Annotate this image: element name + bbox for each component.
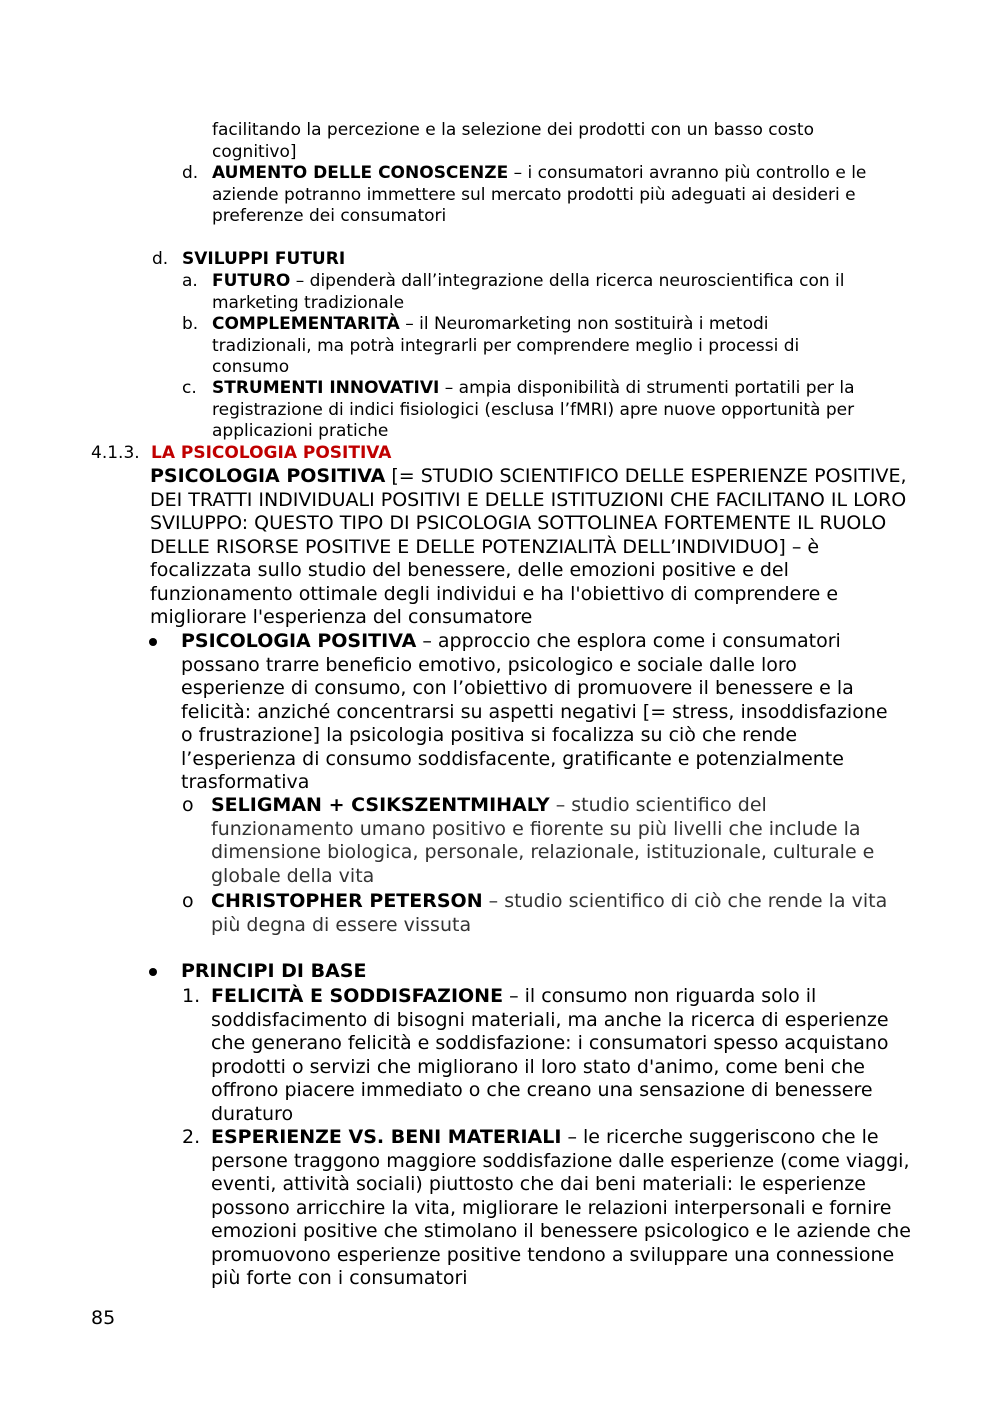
list-item-esperienze: ESPERIENZE VS. BENI MATERIALI – le ricerche suggeriscono che le persone traggono maggiore soddisfazione dalle esperienze (come viaggi, eventi, attività sociali) piuttosto che dai beni materiali: le esperienze possono arricchire la vita, migliorare le relazioni interpersonali e fornire emozioni positive che stimolano il benessere psicologico e le aziende che promuovono esperienze positive tendono a sviluppare una connessione più forte con i consumatori xyxy=(211,1126,911,1289)
list-marker: d. xyxy=(182,163,199,183)
principi-heading: PRINCIPI DI BASE xyxy=(181,960,367,982)
bullet-icon xyxy=(149,968,157,976)
sub-bullet-marker: o xyxy=(182,890,194,912)
section-number: 4.1.3. xyxy=(91,443,140,463)
list-marker: c. xyxy=(182,378,197,398)
list-marker: 2. xyxy=(182,1126,201,1148)
sviluppi-heading: SVILUPPI FUTURI xyxy=(182,249,346,269)
list-marker: d. xyxy=(152,249,169,269)
list-marker: b. xyxy=(182,314,199,334)
item-label: AUMENTO DELLE CONOSCENZE xyxy=(212,163,509,183)
section-title: LA PSICOLOGIA POSITIVA xyxy=(151,443,392,463)
list-marker: a. xyxy=(182,271,198,291)
list-item-felicita: FELICITÀ E SODDISFAZIONE – il consumo non riguarda solo il soddisfacimento di bisogni materiali, ma anche la ricerca di esperienze che generano felicità e soddisfazione: i consumatori spesso acquistano prodotti o servizi che migliorano il loro stato d'animo, come beni che offrono piacere immediato o che creano una sensazione di benessere duraturo xyxy=(211,985,889,1125)
page-number: 85 xyxy=(91,1307,116,1329)
list-item-aumento xyxy=(212,163,907,228)
list-marker: 1. xyxy=(182,985,201,1007)
intro-paragraph: PSICOLOGIA POSITIVA [= STUDIO SCIENTIFICO DELLE ESPERIENZE POSITIVE, DEI TRATTI INDIVIDUALI POSITIVI E DELLE ISTITUZIONI CHE FACILITANO IL LORO SVILUPPO: QUESTO TIPO DI PSICOLOGIA SOTTOLINEA FORTEMENTE IL RUOLO DELLE RISORSE POSITIVE E DELLE POTENZIALITÀ DELL’INDIVIDUO] – è focalizzata sullo studio del benessere, delle emozioni positive e del funzionamento ottimale degli individui e ha l'obiettivo di comprendere e migliorare l'esperienza del consumatore xyxy=(150,465,907,628)
sub-item-peterson: CHRISTOPHER PETERSON – studio scientifico di ciò che rende la vita più degna di essere vissuta xyxy=(211,890,888,936)
bullet-icon xyxy=(149,638,157,646)
list-item-complementarita: COMPLEMENTARITÀ – il Neuromarketing non sostituirà i metodi tradizionali, ma potrà integrarli per comprendere meglio i processi di consumo xyxy=(212,314,800,377)
list-item-futuro: FUTURO – dipenderà dall’integrazione della ricerca neuroscientifica con il marketing tradizionale xyxy=(212,271,845,313)
bullet-psicologia-positiva: PSICOLOGIA POSITIVA – approccio che esplora come i consumatori possano trarre beneficio emotivo, psicologico e sociale dalle loro esperienze di consumo, con l’obiettivo di promuovere il benessere e la felicità: anziché concentrarsi su aspetti negativi [= stress, insoddisfazione o frustrazione] la psicologia positiva si focalizza su ciò che rende l’esperienza di consumo soddisfacente, gratificante e potenzialmente trasformativa xyxy=(181,630,888,793)
sub-item-seligman: SELIGMAN + CSIKSZENTMIHALY – studio scientifico del funzionamento umano positivo e fiorente su più livelli che include la dimensione biologica, personale, relazionale, istituzionale, culturale e globale della vita xyxy=(211,794,875,887)
continuation-text: facilitando la percezione e la selezione dei prodotti con un basso costo cognitivo] xyxy=(212,120,814,162)
sub-bullet-marker: o xyxy=(182,794,194,816)
list-item-strumenti: STRUMENTI INNOVATIVI – ampia disponibilità di strumenti portatili per la registrazione di indici fisiologici (esclusa l’fMRI) apre nuove opportunità per applicazioni pratiche xyxy=(212,378,855,441)
item-text: – i consumatori avranno più controllo e le aziende potranno immettere sul mercato prodotti più adeguati ai desideri e preferenze dei consumatori xyxy=(212,163,867,226)
